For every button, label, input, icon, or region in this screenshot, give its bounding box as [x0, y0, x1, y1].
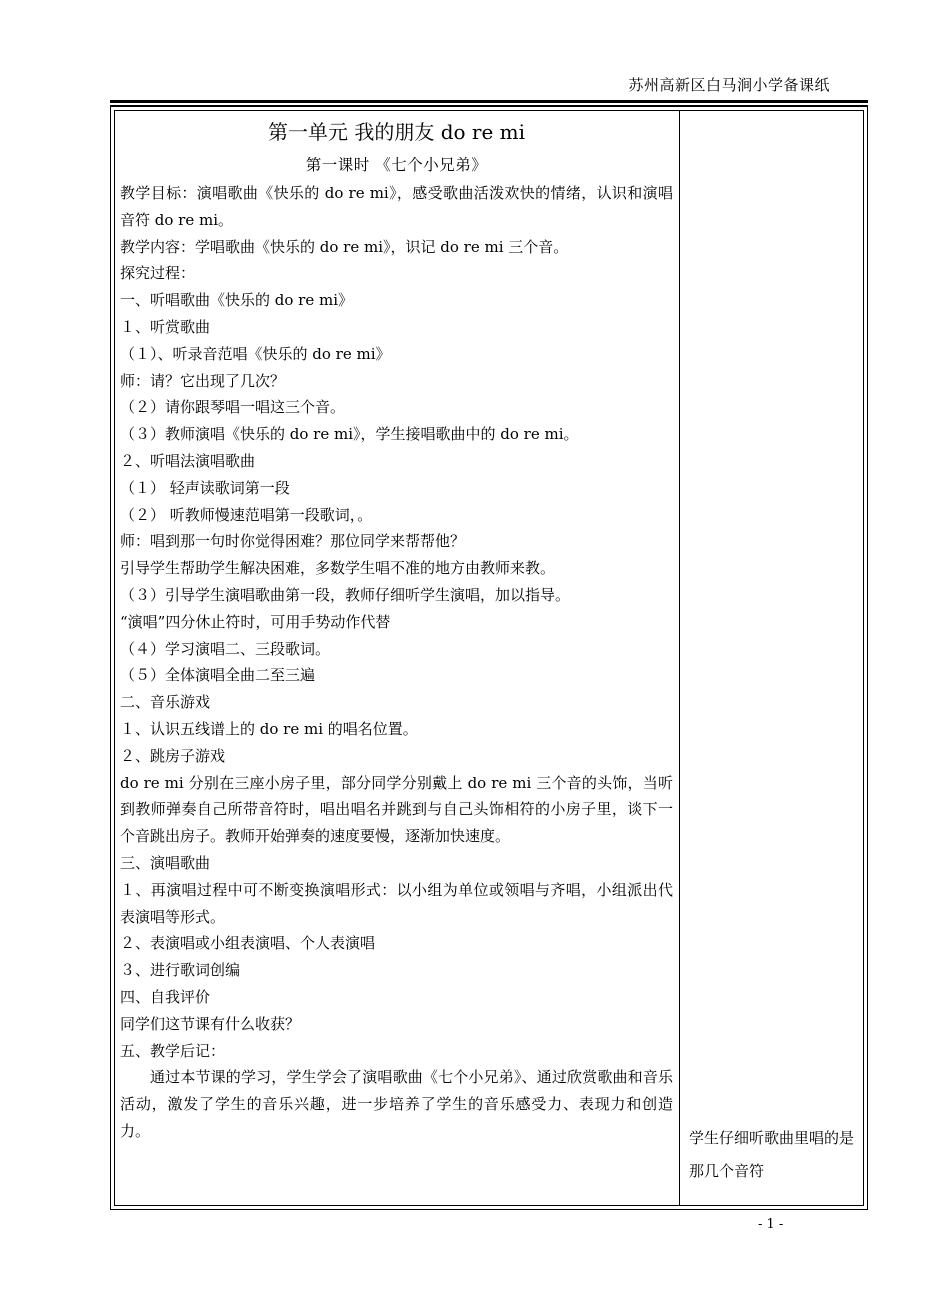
text-line: do re mi 分别在三座小房子里，部分同学分别戴上 do re mi 三个音的头饰，当听到教师弹奏自己所带音符时，唱出唱名并跳到与自己头饰相符的小房子里，谈下一个音跳出房子。教师开始弹奏的速度要慢，逐渐加快速度。	[120, 773, 673, 846]
text-line: 教学目标：演唱歌曲《快乐的 do re mi》，感受歌曲活泼欢快的情绪，认识和演唱音符 do re mi。	[120, 184, 673, 229]
text-line: 五、教学后记：	[120, 1041, 226, 1060]
text-line: 师：唱到那一句时你觉得困难？那位同学来帮帮他？	[120, 532, 466, 551]
text-line: 一、听唱歌曲《快乐的 do re mi》	[120, 291, 354, 310]
lesson-title: 第一课时 《七个小兄弟》	[305, 156, 488, 174]
text-line: 二、音乐游戏	[120, 693, 211, 712]
text-line: （５）全体演唱全曲二至三遍	[120, 666, 316, 685]
text-line: １、认识五线谱上的 do re mi 的唱名位置。	[120, 719, 418, 738]
page-number: - 1 -	[758, 1217, 784, 1232]
text-line: ２、表演唱或小组表演唱、个人表演唱	[120, 934, 376, 953]
text-line: 同学们这节课有什么收获？	[120, 1014, 301, 1033]
side-note: 学生仔细听歌曲里唱的是那几个音符	[689, 1129, 855, 1180]
text-line: ２、听唱法演唱歌曲	[120, 451, 256, 470]
header-rule	[110, 100, 868, 103]
header-school-name: 苏州高新区白马涧小学备课纸	[628, 76, 830, 94]
text-line: 三、演唱歌曲	[120, 853, 211, 872]
unit-title: 第一单元 我的朋友 do re mi	[267, 120, 526, 144]
text-line: １、听赏歌曲	[120, 317, 211, 336]
text-line: “演唱”四分休止符时，可用手势动作代替	[120, 612, 391, 631]
text-line: （２） 听教师慢速范唱第一段歌词，。	[120, 505, 373, 524]
text-line: 引导学生帮助学生解决困难，多数学生唱不准的地方由教师来教。	[120, 559, 556, 578]
text-line: 四、自我评价	[120, 987, 211, 1006]
text-line: 探究过程：	[120, 264, 196, 283]
text-line: （３）教师演唱《快乐的 do re mi》，学生接唱歌曲中的 do re mi。	[120, 425, 579, 444]
text-line: （２）请你跟琴唱一唱这三个音。	[120, 398, 346, 417]
lesson-plan-content	[120, 114, 673, 1145]
text-line: 师：请？它出现了几次？	[120, 371, 286, 390]
lesson-lines	[120, 180, 673, 1145]
text-line: （４）学习演唱二、三段歌词。	[120, 639, 331, 658]
text-line: 教学内容：学唱歌曲《快乐的 do re mi》，识记 do re mi 三个音。	[120, 237, 569, 256]
text-line: １、再演唱过程中可不断变换演唱形式：以小组为单位或领唱与齐唱，小组派出代表演唱等形式。	[120, 880, 673, 926]
text-line: （３）引导学生演唱歌曲第一段，教师仔细听学生演唱，加以指导。	[120, 585, 571, 604]
text-line: （１） 轻声读歌词第一段	[120, 478, 290, 497]
column-divider	[679, 110, 680, 1206]
text-line: （１）、听录音范唱《快乐的 do re mi》	[120, 344, 391, 363]
text-line: ３、进行歌词创编	[120, 961, 241, 980]
text-line: 通过本节课的学习，学生学会了演唱歌曲《七个小兄弟》、通过欣赏歌曲和音乐活动，激发了学生的音乐兴趣，进一步培养了学生的音乐感受力、表现力和创造力。	[120, 1068, 673, 1140]
text-line: ２、跳房子游戏	[120, 746, 226, 765]
